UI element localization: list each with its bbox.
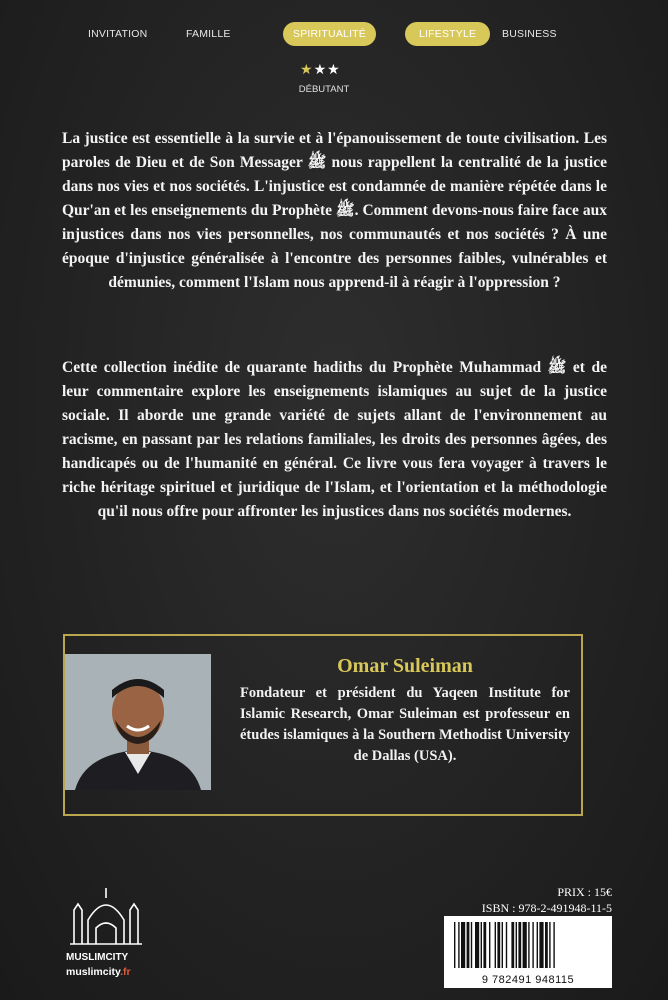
isbn-label: ISBN : 978-2-491948-11-5 [481, 901, 612, 915]
barcode-bar [532, 922, 533, 968]
synopsis-paragraph-2: Cette collection inédite de quarante hadiths du Prophète Muhammad ﷺ et de leur commentaire explore les enseignements islamiques au sujet de la justice sociale. Il aborde une grande variété de sujets allant de l'environnement au racisme, en passant par les relations familiales, les droits des personnes âgées, des handicapés ou de l'humanité en général. Ce livre vous fera voyager à travers le riche héritage spirituel et juridique de l'Islam, et l'orientation et la méthodologie qu'il nous offre pour affronter les injustices dans nos sociétés modernes. [62, 359, 607, 520]
website-name: muslimcity [66, 966, 121, 978]
mosque-logo-icon [66, 880, 146, 950]
author-name: Omar Suleiman [337, 655, 473, 677]
author-portrait-icon [65, 654, 211, 790]
difficulty-stars [300, 62, 341, 78]
barcode-bar [481, 922, 482, 968]
category-tabs [0, 22, 668, 48]
tab-spiritualite[interactable]: SPIRITUALITÉ [283, 22, 376, 46]
barcode-bar [511, 922, 514, 968]
barcode-bar [495, 922, 496, 968]
tab-invitation[interactable]: INVITATION [88, 28, 148, 40]
tab-business[interactable]: BUSINESS [502, 28, 557, 40]
difficulty-level: DÉBUTANT [298, 84, 350, 95]
barcode-bar [549, 922, 550, 968]
barcode-bar [516, 922, 517, 968]
barcode-bar [545, 922, 548, 968]
barcode-bar [475, 922, 479, 968]
barcode-digits: 9 782491 948115 [481, 974, 575, 986]
synopsis-paragraph-1: La justice est essentielle à la survie et à l'épanouissement de toute civilisation. Les paroles de Dieu et de Son Messager ﷺ nous rappellent la centralité de la justice dans nos vies et nos sociétés. L'injustice est condamnée de manière répétée dans le Qur'an et les enseignements du Prophète ﷺ. Comment devons-nous faire face aux injustices dans nos vies personnelles, nos communautés et nos sociétés ? À une époque d'injustice généralisée à l'encontre des personnes faibles, vulnérables et démunies, comment l'Islam nous apprend-il à réagir à l'oppression ? [62, 130, 607, 291]
barcode-bar [489, 922, 490, 968]
star-filled-icon: ★ [300, 62, 314, 78]
author-bio: Fondateur et président du Yaqeen Institute for Islamic Research, Omar Suleiman est professeur en études islamiques à la Southern Methodist University de Dallas (USA). [240, 685, 570, 764]
barcode-bar [539, 922, 543, 968]
publisher-website[interactable] [66, 966, 131, 978]
barcode-bar [458, 922, 459, 968]
barcode-bar [467, 922, 470, 968]
barcode-bar [454, 922, 455, 968]
author-photo [65, 654, 211, 790]
barcode-bar [483, 922, 486, 968]
star-icon: ★ [327, 62, 341, 78]
barcode-icon [444, 916, 612, 974]
barcode-bar [518, 922, 521, 968]
barcode-bar [553, 922, 554, 968]
tab-lifestyle[interactable]: LIFESTYLE [405, 22, 490, 46]
barcode-bar [461, 922, 465, 968]
barcode-bar [506, 922, 507, 968]
barcode-bar [523, 922, 527, 968]
star-icon: ★ [313, 62, 328, 78]
barcode-bar [471, 922, 472, 968]
price-label: PRIX : 15€ [557, 885, 612, 899]
barcode-bar [537, 922, 538, 968]
publisher-brand: MUSLIMCITY [66, 952, 129, 963]
barcode-bar [502, 922, 503, 968]
website-tld: .fr [120, 966, 131, 978]
tab-famille[interactable]: FAMILLE [186, 28, 231, 40]
barcode-bar [528, 922, 529, 968]
barcode-bar [497, 922, 500, 968]
